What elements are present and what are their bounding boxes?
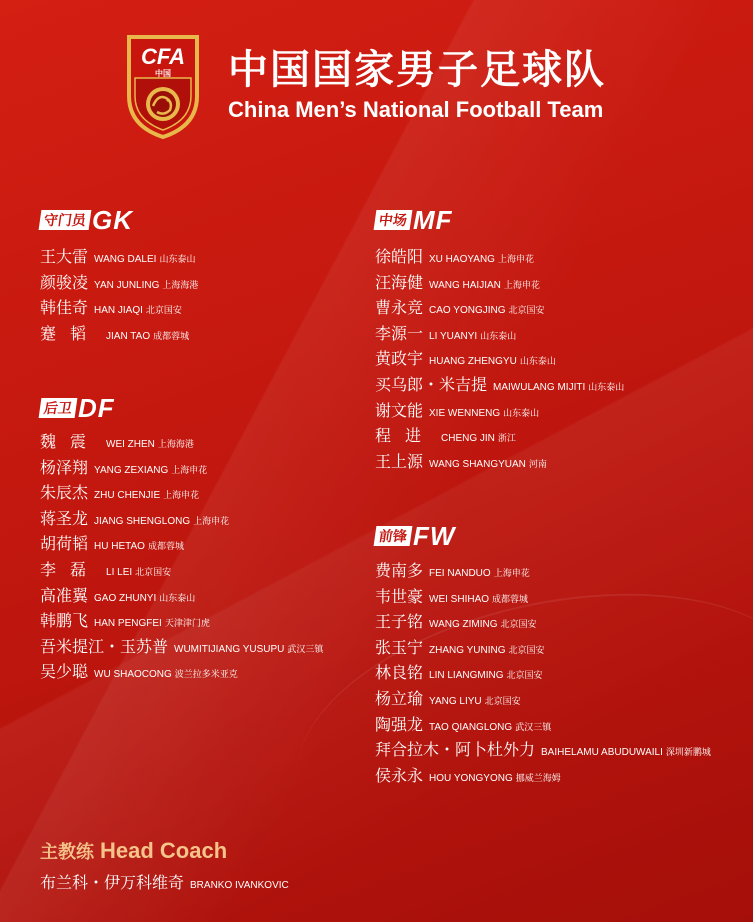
player-club: 北京国安 <box>508 645 545 656</box>
player-row <box>40 611 323 637</box>
df-player-list <box>40 432 323 688</box>
player-name-zh: 魏震 <box>40 432 101 451</box>
player-name-zh: 韩鹏飞 <box>40 611 89 631</box>
fw-label-zh: 前锋 <box>374 526 413 546</box>
player-club: 北京国安 <box>484 696 521 707</box>
player-club: 北京国安 <box>135 567 172 578</box>
player-row <box>375 401 624 427</box>
player-row <box>375 273 624 299</box>
player-name-zh: 王上源 <box>375 451 424 471</box>
player-row <box>375 324 624 350</box>
player-name-en: WANG SHANGYUAN <box>429 458 526 470</box>
player-row <box>40 458 323 484</box>
player-name-en: YANG ZEXIANG <box>94 464 169 476</box>
player-club: 山东泰山 <box>159 255 196 265</box>
player-row <box>40 586 323 612</box>
coach-header <box>40 838 227 864</box>
player-club: 北京国安 <box>508 306 545 317</box>
player-row <box>375 452 624 478</box>
player-row <box>40 432 323 458</box>
player-club: 上海申花 <box>497 255 534 265</box>
player-name-zh: 杨立瑜 <box>375 688 424 708</box>
player-row <box>40 637 323 663</box>
player-name-zh: 程进 <box>375 426 436 446</box>
player-name-en: BAIHELAMU ABUDUWAILI <box>541 747 663 759</box>
player-name-en: HUANG ZHENGYU <box>429 356 517 368</box>
player-club: 北京国安 <box>145 306 182 317</box>
player-row <box>40 483 323 509</box>
player-name-en: WEI SHIHAO <box>429 593 490 605</box>
player-name-en: HU HETAO <box>94 541 145 553</box>
player-name-zh: 汪海健 <box>375 272 424 292</box>
player-club: 武汉三镇 <box>287 644 324 655</box>
player-row <box>375 426 624 452</box>
player-name-en: ZHU CHENJIE <box>94 490 161 502</box>
player-row <box>375 561 711 587</box>
player-row <box>375 298 624 324</box>
player-name-zh: 韦世豪 <box>375 586 424 606</box>
cfa-badge-icon <box>126 34 200 140</box>
player-row <box>375 689 711 715</box>
mf-label-zh: 中场 <box>374 210 413 230</box>
player-name-en: JIANG SHENGLONG <box>94 515 191 527</box>
player-club: 上海申花 <box>503 280 540 291</box>
player-name-en: XIE WENNENG <box>429 407 501 419</box>
player-row <box>40 247 198 273</box>
player-name-en: MAIWULANG MIJITI <box>493 381 586 393</box>
player-row <box>40 324 198 350</box>
player-club: 上海申花 <box>163 491 200 502</box>
player-name-zh: 吴少聪 <box>40 662 89 682</box>
page-title-en: China Men’s National Football Team <box>228 97 604 122</box>
player-name-zh: 蒋圣龙 <box>40 508 89 528</box>
player-club: 深圳新鹏城 <box>665 748 711 759</box>
mf-player-list <box>375 247 624 477</box>
mf-label-en: MF <box>413 205 453 235</box>
player-club: 上海海港 <box>162 280 199 291</box>
player-name-zh: 杨泽翔 <box>40 457 89 477</box>
player-name-en: WEI ZHEN <box>106 439 155 450</box>
player-name-en: YANG LIYU <box>429 695 482 707</box>
player-row <box>375 766 711 792</box>
player-name-en: XU HAOYANG <box>429 254 495 265</box>
player-name-en: JIAN TAO <box>106 330 151 342</box>
player-club: 山东泰山 <box>519 357 556 368</box>
gk-label-zh: 守门员 <box>39 210 92 230</box>
player-name-zh: 曹永竞 <box>375 298 424 318</box>
player-name-zh: 费南多 <box>375 561 424 580</box>
player-row <box>375 740 711 766</box>
player-name-en: HAN PENGFEI <box>94 618 162 630</box>
df-label-en: DF <box>78 393 115 423</box>
coach-label-en: Head Coach <box>100 838 228 863</box>
player-name-en: WU SHAOCONG <box>94 669 172 681</box>
player-row <box>375 715 711 741</box>
player-club: 山东泰山 <box>588 382 625 393</box>
player-club: 山东泰山 <box>159 593 196 604</box>
player-name-en: CHENG JIN <box>441 433 495 445</box>
player-name-zh: 徐皓阳 <box>375 247 424 266</box>
player-club: 山东泰山 <box>503 408 540 419</box>
player-name-zh: 林良铭 <box>375 663 424 683</box>
player-name-zh: 陶强龙 <box>375 714 424 734</box>
player-club: 浙江 <box>497 434 516 445</box>
player-row <box>375 612 711 638</box>
player-club: 上海申花 <box>171 465 208 476</box>
player-name-zh: 谢文能 <box>375 400 424 420</box>
player-club: 天津津门虎 <box>164 619 210 630</box>
player-name-en: CAO YONGJING <box>429 305 506 317</box>
player-name-en: HOU YONGYONG <box>429 772 513 784</box>
badge-country: 中国 <box>155 69 171 78</box>
player-club: 波兰拉多米亚克 <box>174 670 238 681</box>
player-name-zh: 王大雷 <box>40 247 89 266</box>
page-title-zh: 中国国家男子足球队 <box>228 47 606 93</box>
player-club: 武汉三镇 <box>515 722 552 733</box>
player-club: 河南 <box>528 459 547 470</box>
player-club: 北京国安 <box>500 620 537 631</box>
section-header-df <box>40 393 115 423</box>
player-name-zh: 高准翼 <box>40 585 89 605</box>
player-row <box>40 509 323 535</box>
player-row <box>40 298 198 324</box>
player-name-zh: 黄政宇 <box>375 349 424 369</box>
player-name-zh: 拜合拉木・阿卜杜外力 <box>375 740 536 760</box>
player-name-zh: 侯永永 <box>375 765 424 785</box>
player-name-en: FEI NANDUO <box>429 568 491 579</box>
player-club: 北京国安 <box>506 671 543 682</box>
player-name-zh: 李源一 <box>375 323 424 343</box>
player-name-en: TAO QIANGLONG <box>429 721 513 733</box>
player-club: 成都蓉城 <box>153 331 190 342</box>
coach-label-zh: 主教练 <box>40 842 94 863</box>
player-name-en: WUMITIJIANG YUSUPU <box>174 643 285 655</box>
player-name-zh: 买乌郎・米吉提 <box>375 374 488 394</box>
fw-label-en: FW <box>413 521 456 551</box>
player-row <box>40 273 198 299</box>
player-club: 挪威兰海姆 <box>515 773 561 784</box>
section-header-fw <box>375 521 456 551</box>
player-name-en: WANG ZIMING <box>429 619 498 631</box>
player-row <box>375 638 711 664</box>
coach-name-en: BRANKO IVANKOVIC <box>190 880 289 891</box>
gk-label-en: GK <box>92 205 133 235</box>
player-row <box>40 534 323 560</box>
player-club: 成都蓉城 <box>492 594 529 605</box>
df-label-zh: 后卫 <box>39 398 78 418</box>
player-name-zh: 张玉宁 <box>375 637 424 657</box>
player-name-zh: 王子铭 <box>375 612 424 632</box>
player-name-en: LI YUANYI <box>429 330 478 342</box>
player-club: 上海海港 <box>157 440 194 450</box>
player-row <box>40 662 323 688</box>
coach-name-zh: 布兰科・伊万科维奇 <box>40 873 185 892</box>
player-name-en: WANG DALEI <box>94 254 157 265</box>
player-name-en: LI LEI <box>106 566 133 578</box>
player-row <box>375 247 624 273</box>
player-club: 上海申花 <box>493 569 530 579</box>
player-name-zh: 蹇韬 <box>40 323 101 343</box>
player-row <box>40 560 323 586</box>
player-name-en: LIN LIANGMING <box>429 670 504 682</box>
player-name-en: GAO ZHUNYI <box>94 592 157 604</box>
player-name-en: ZHANG YUNING <box>429 644 506 656</box>
player-club: 上海申花 <box>193 516 230 527</box>
badge-letters: CFA <box>141 44 185 69</box>
player-name-zh: 李磊 <box>40 559 101 579</box>
player-row <box>375 587 711 613</box>
player-name-zh: 朱辰杰 <box>40 483 89 503</box>
player-club: 成都蓉城 <box>147 542 184 553</box>
player-name-en: WANG HAIJIAN <box>429 279 501 291</box>
player-name-en: YAN JUNLING <box>94 279 160 291</box>
section-header-gk <box>40 205 133 235</box>
player-name-zh: 韩佳奇 <box>40 298 89 318</box>
player-name-zh: 颜骏凌 <box>40 272 89 292</box>
section-header-mf <box>375 205 453 235</box>
player-row <box>375 349 624 375</box>
player-club: 山东泰山 <box>480 331 517 342</box>
gk-player-list <box>40 247 198 349</box>
fw-player-list <box>375 561 711 791</box>
player-row <box>375 663 711 689</box>
player-row <box>375 375 624 401</box>
coach-row <box>40 870 289 893</box>
player-name-zh: 吾米提江・玉苏普 <box>40 636 169 656</box>
player-name-zh: 胡荷韬 <box>40 534 89 554</box>
player-name-en: HAN JIAQI <box>94 305 143 317</box>
